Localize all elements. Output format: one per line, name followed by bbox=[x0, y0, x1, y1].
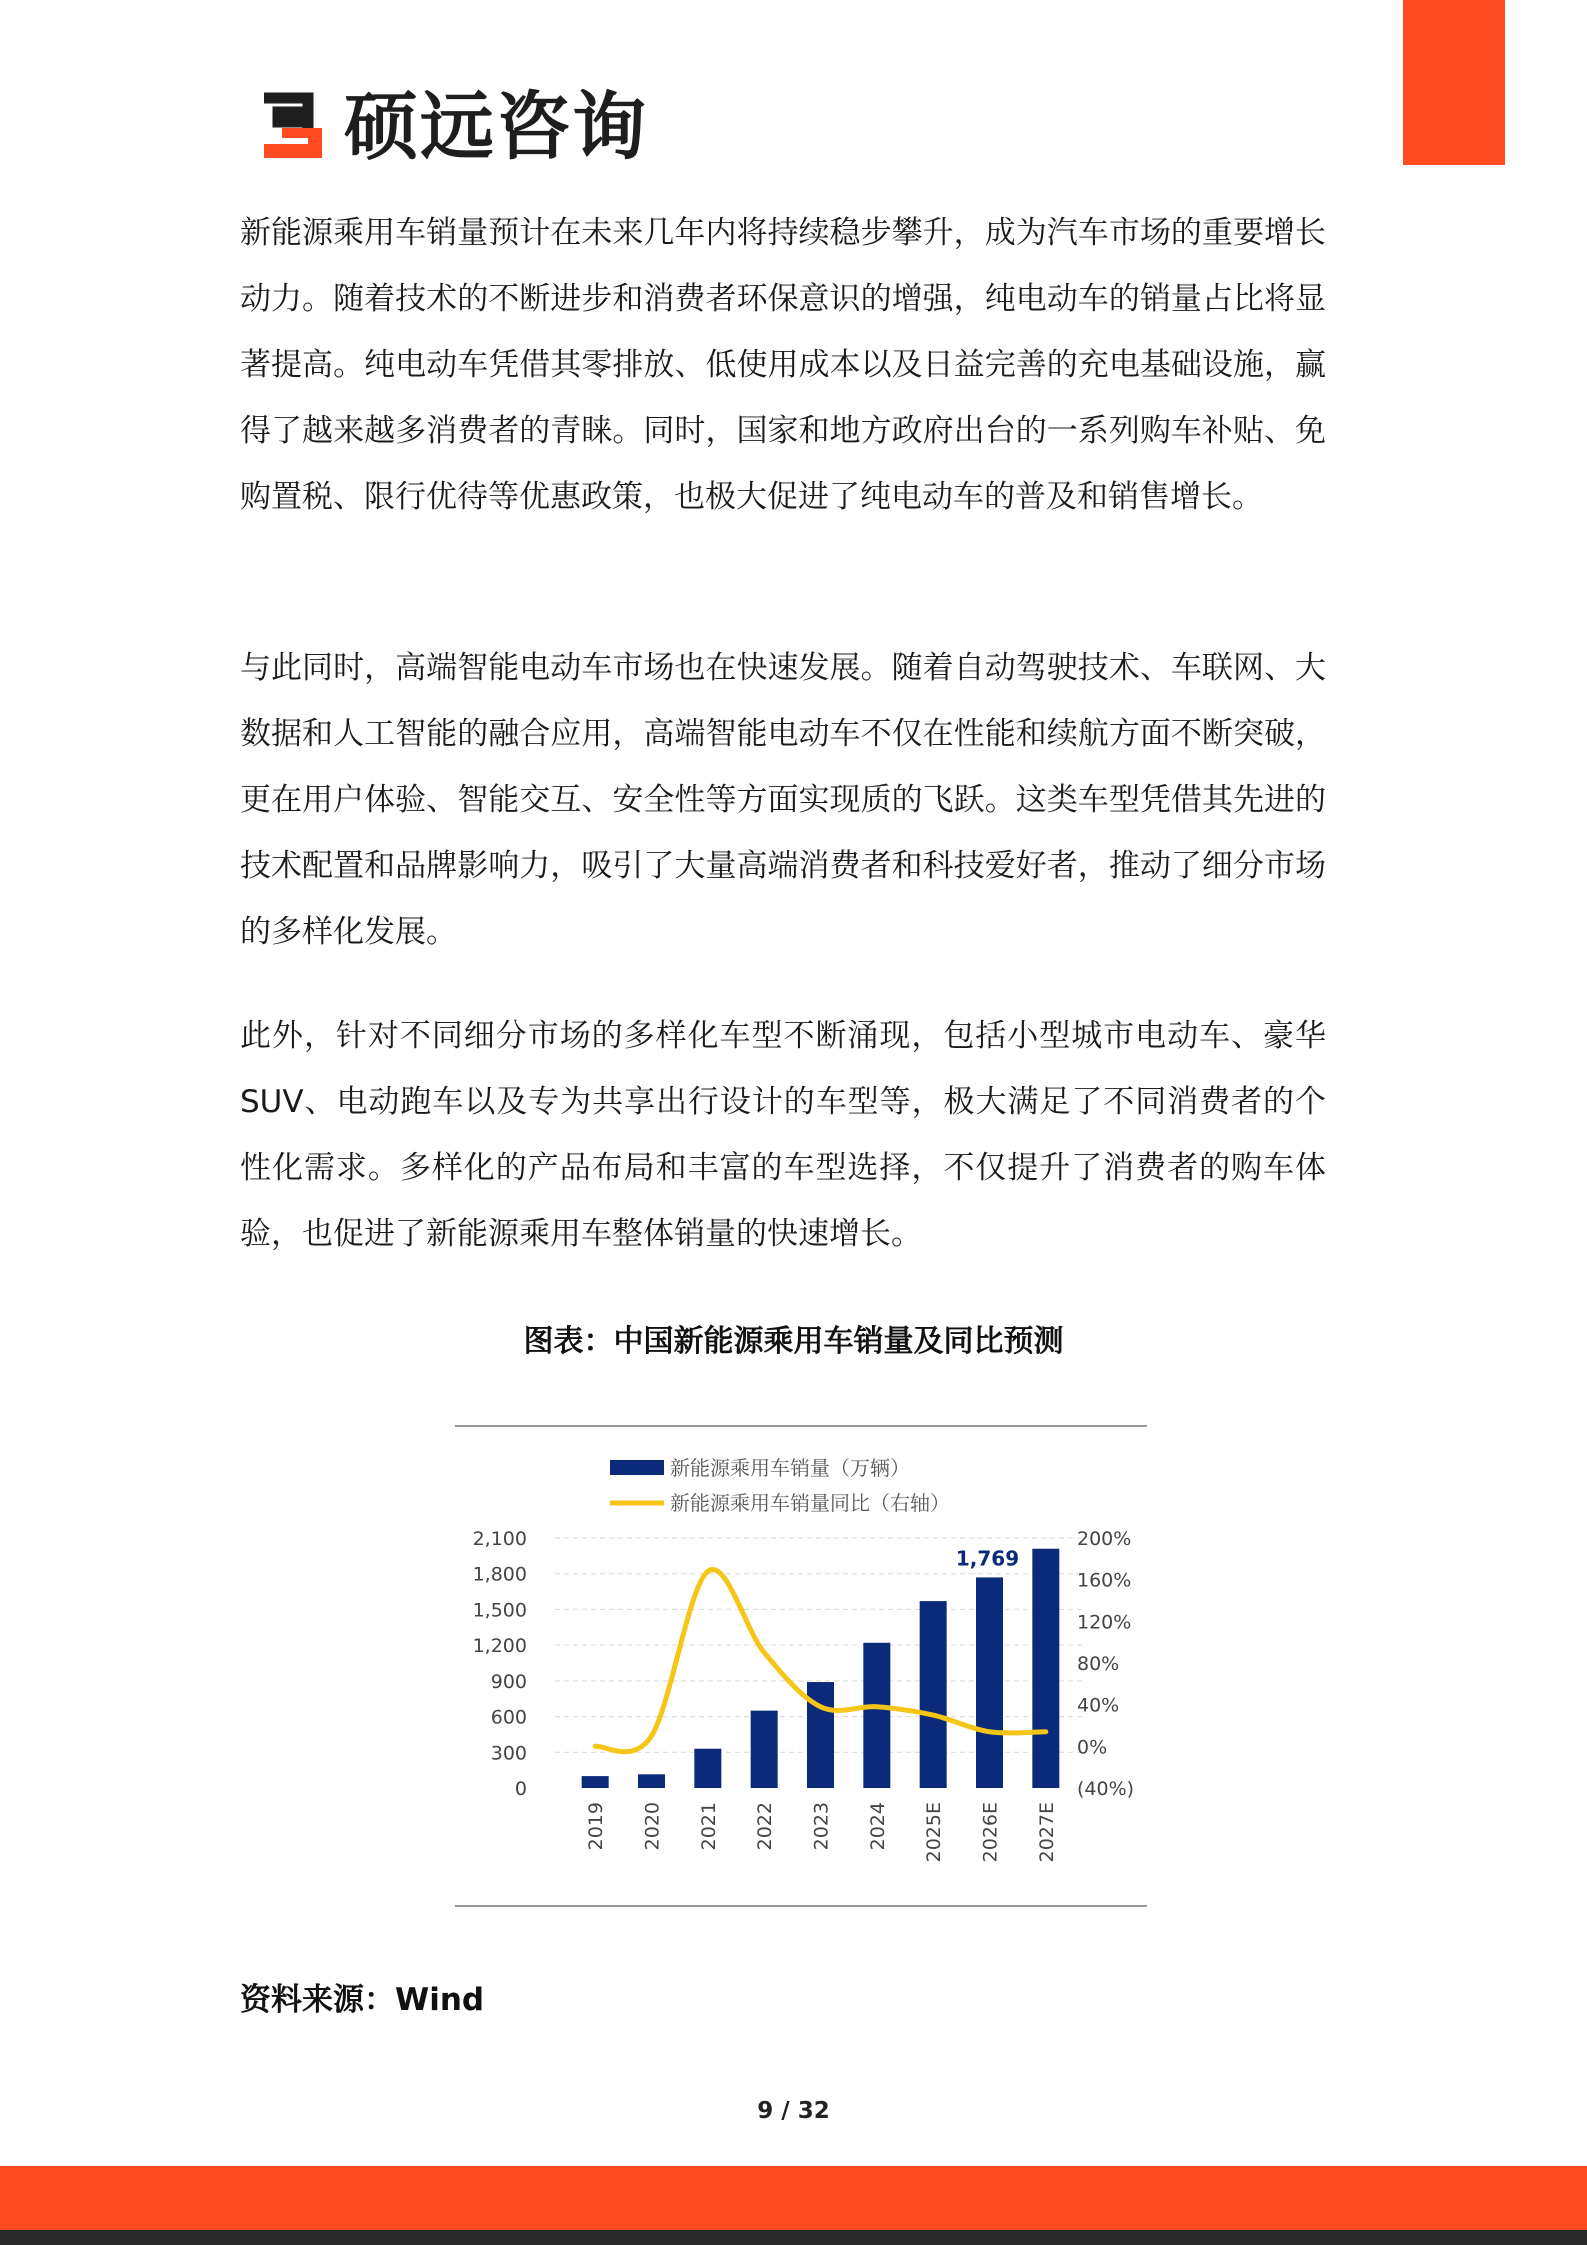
right-tick-label: 80% bbox=[1077, 1653, 1120, 1675]
x-tick-label: 2020 bbox=[641, 1802, 664, 1851]
left-tick-label: 300 bbox=[490, 1742, 527, 1765]
paragraph-3: 此外，针对不同细分市场的多样化车型不断涌现，包括小型城市电动车、豪华SUV、电动跑车以及专为共享出行设计的车型等，极大满足了不同消费者的个性化需求。多样化的产品布局和丰富的车型选择，不仅提升了消费者的购车体验，也促进了新能源乘用车整体销量的快速增长。 bbox=[240, 1018, 1326, 1252]
bar-data-label: 1,769 bbox=[955, 1546, 1020, 1571]
logo-text: 硕远咨询 bbox=[344, 84, 648, 170]
legend-label-line: 新能源乘用车销量同比（右轴） bbox=[670, 1491, 950, 1515]
right-tick-label: 120% bbox=[1077, 1611, 1132, 1634]
right-tick-label: 0% bbox=[1077, 1736, 1108, 1759]
legend-label-bar: 新能源乘用车销量（万辆） bbox=[670, 1456, 910, 1480]
footer-bar bbox=[0, 2166, 1587, 2230]
x-tick-label: 2023 bbox=[810, 1802, 833, 1851]
corner-accent-tab bbox=[1403, 0, 1505, 165]
bar bbox=[751, 1711, 778, 1788]
left-tick-label: 900 bbox=[490, 1670, 527, 1693]
x-tick-label: 2026E bbox=[979, 1802, 1002, 1863]
right-tick-label: (40%) bbox=[1077, 1778, 1135, 1800]
x-tick-label: 2025E bbox=[923, 1802, 946, 1863]
bar bbox=[807, 1682, 834, 1788]
paragraph-2: 与此同时，高端智能电动车市场也在快速发展。随着自动驾驶技术、车联网、大数据和人工智能的融合应用，高端智能电动车不仅在性能和续航方面不断突破，更在用户体验、智能交互、安全性等方面实现质的飞跃。这类车型凭借其先进的技术配置和品牌影响力，吸引了大量高端消费者和科技爱好者，推动了细分市场的多样化发展。 bbox=[240, 650, 1326, 950]
page-number: 9 / 32 bbox=[757, 2098, 830, 2124]
logo bbox=[258, 84, 648, 170]
x-tick-label: 2022 bbox=[754, 1802, 777, 1851]
bar bbox=[694, 1749, 721, 1788]
right-tick-label: 40% bbox=[1077, 1694, 1120, 1717]
bar bbox=[976, 1577, 1003, 1788]
left-tick-label: 1,500 bbox=[472, 1599, 527, 1622]
x-tick-label: 2021 bbox=[697, 1802, 720, 1851]
chart-svg bbox=[455, 1418, 1147, 1912]
right-tick-label: 200% bbox=[1077, 1528, 1132, 1550]
left-tick-label: 2,100 bbox=[472, 1528, 527, 1550]
x-tick-label: 2019 bbox=[585, 1802, 608, 1851]
chart-container bbox=[455, 1418, 1147, 1912]
bar bbox=[582, 1776, 609, 1788]
right-tick-label: 160% bbox=[1077, 1569, 1132, 1592]
left-tick-label: 1,200 bbox=[472, 1635, 527, 1658]
figure-source: 资料来源：Wind bbox=[240, 1982, 485, 2018]
logo-mark-icon bbox=[258, 92, 330, 164]
left-tick-label: 0 bbox=[514, 1778, 527, 1800]
bar bbox=[920, 1601, 947, 1788]
figure-title: 图表：中国新能源乘用车销量及同比预测 bbox=[523, 1324, 1064, 1359]
bar bbox=[863, 1643, 890, 1788]
x-tick-label: 2024 bbox=[866, 1802, 889, 1851]
bar bbox=[638, 1774, 665, 1788]
left-tick-label: 600 bbox=[490, 1706, 527, 1729]
left-tick-label: 1,800 bbox=[472, 1563, 527, 1586]
footer-strip bbox=[0, 2230, 1587, 2245]
x-tick-label: 2027E bbox=[1035, 1802, 1058, 1863]
legend-swatch-bar bbox=[610, 1460, 664, 1475]
paragraph-1: 新能源乘用车销量预计在未来几年内将持续稳步攀升，成为汽车市场的重要增长动力。随着技术的不断进步和消费者环保意识的增强，纯电动车的销量占比将显著提高。纯电动车凭借其零排放、低使用成本以及日益完善的充电基础设施，赢得了越来越多消费者的青睐。同时，国家和地方政府出台的一系列购车补贴、免购置税、限行优待等优惠政策，也极大促进了纯电动车的普及和销售增长。 bbox=[240, 215, 1326, 515]
bar bbox=[1032, 1549, 1059, 1788]
